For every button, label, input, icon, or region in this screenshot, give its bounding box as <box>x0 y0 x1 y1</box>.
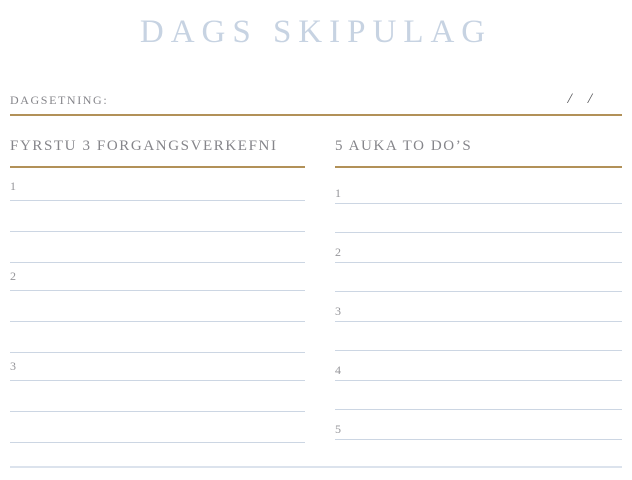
writing-line[interactable] <box>335 364 622 381</box>
writing-line[interactable] <box>335 187 622 204</box>
writing-line[interactable] <box>335 322 622 351</box>
priority-item <box>10 360 305 450</box>
date-label: DAGSETNING: <box>10 93 109 107</box>
date-slash-icon: / <box>587 91 592 107</box>
item-number: 3 <box>335 304 341 318</box>
item-number: 4 <box>335 363 341 377</box>
writing-line[interactable] <box>335 423 622 440</box>
item-number: 2 <box>10 269 16 283</box>
priority-item <box>10 180 305 270</box>
writing-line[interactable] <box>335 246 622 263</box>
item-number: 1 <box>10 179 16 193</box>
todo-item <box>335 305 622 364</box>
priorities-list <box>10 180 305 450</box>
priority-item <box>10 270 305 360</box>
date-row <box>10 92 622 116</box>
todos-list <box>335 180 622 480</box>
todo-item <box>335 423 622 480</box>
bottom-divider <box>10 466 622 468</box>
todos-heading: 5 AUKA TO DO’S <box>335 138 622 168</box>
date-entry-area[interactable] <box>568 92 622 107</box>
writing-line[interactable] <box>10 381 305 412</box>
item-number: 3 <box>10 359 16 373</box>
todo-item <box>335 187 622 246</box>
priorities-section <box>10 138 305 480</box>
writing-line[interactable] <box>10 180 305 201</box>
item-number: 1 <box>335 186 341 200</box>
writing-line[interactable] <box>335 440 622 468</box>
item-number: 2 <box>335 245 341 259</box>
writing-line[interactable] <box>10 201 305 232</box>
writing-line[interactable] <box>10 412 305 443</box>
date-slash-icon: / <box>567 91 572 107</box>
todo-item <box>335 246 622 305</box>
priorities-heading: FYRSTU 3 FORGANGSVERKEFNI <box>10 138 305 168</box>
todos-section <box>335 138 622 480</box>
writing-line[interactable] <box>335 305 622 322</box>
content-columns <box>10 138 622 480</box>
writing-line[interactable] <box>335 204 622 233</box>
writing-line[interactable] <box>10 291 305 322</box>
writing-line[interactable] <box>10 360 305 381</box>
writing-line[interactable] <box>335 263 622 292</box>
writing-line[interactable] <box>10 270 305 291</box>
writing-line[interactable] <box>335 381 622 410</box>
todo-item <box>335 364 622 423</box>
writing-line[interactable] <box>10 232 305 263</box>
item-number: 5 <box>335 422 341 436</box>
writing-line[interactable] <box>10 322 305 353</box>
page-title: DAGS SKIPULAG <box>139 14 493 50</box>
